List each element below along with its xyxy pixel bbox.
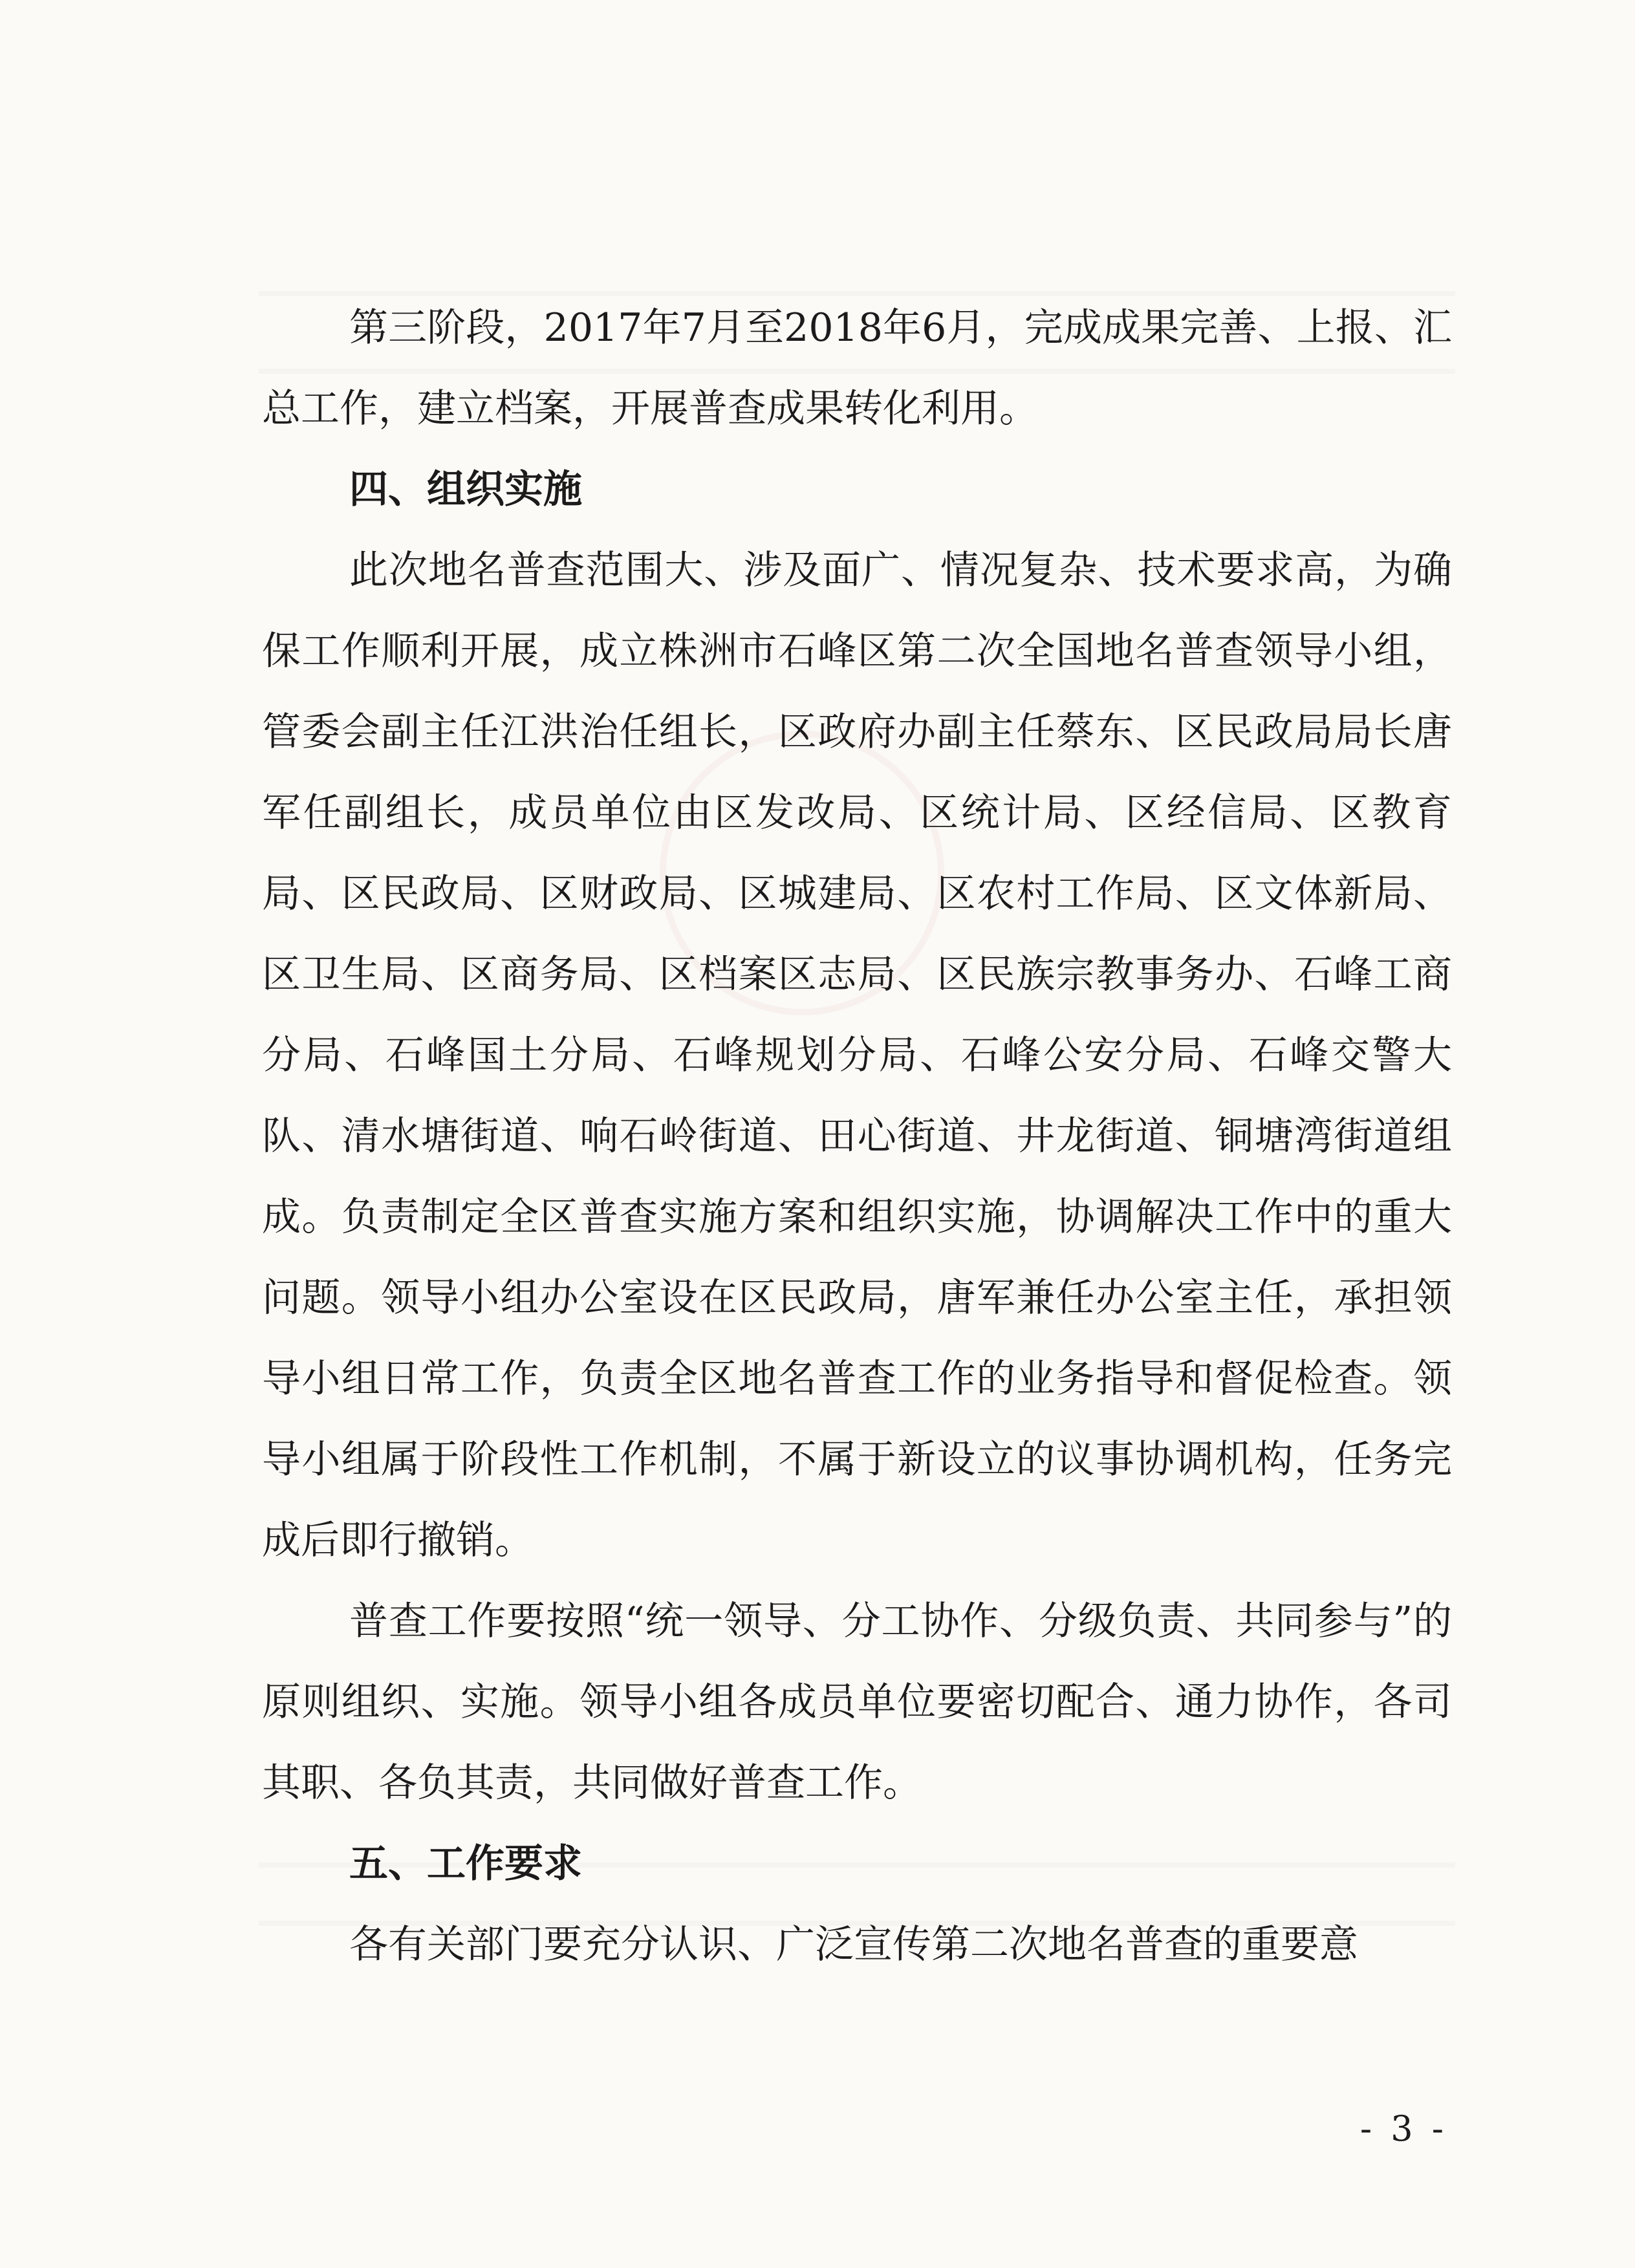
section-heading-organization: 四、组织实施 [349,467,582,512]
paragraph-stage-three: 第三阶段，2017年7月至2018年6月，完成成果完善、上报、汇总工作，建立档案，开展普查成果转化利用。 [262,305,1452,431]
paragraph-leadership-group: 此次地名普查范围大、涉及面广、情况复杂、技术要求高，为确保工作顺利开展，成立株洲市石峰区第二次全国地名普查领导小组，管委会副主任江洪治任组长，区政府办副主任蔡东、区民政局局长唐军任副组长，成员单位由区发改局、区统计局、区经信局、区教育局、区民政局、区财政局、区城建局、区农村工作局、区文体新局、区卫生局、区商务局、区档案区志局、区民族宗教事务办、石峰工商分局、石峰国土分局、石峰规划分局、石峰公安分局、石峰交警大队、清水塘街道、响石岭街道、田心街道、井龙街道、铜塘湾街道组成。负责制定全区普查实施方案和组织实施，协调解决工作中的重大问题。领导小组办公室设在区民政局，唐军兼任办公室主任，承担领导小组日常工作，负责全区地名普查工作的业务指导和督促检查。领导小组属于阶段性工作机制，不属于新设立的议事协调机构，任务完成后即行撤销。 [262,548,1452,1563]
body-text [262,288,1452,1985]
paragraph-requirements-start: 各有关部门要充分认识、广泛宣传第二次地名普查的重要意 [349,1922,1358,1967]
page-number: - 3 - [1359,2108,1447,2149]
section-heading-requirements: 五、工作要求 [349,1841,582,1886]
paragraph-principles: 普查工作要按照“统一领导、分工协作、分级负责、共同参与”的原则组织、实施。领导小组各成员单位要密切配合、通力协作，各司其职、各负其责，共同做好普查工作。 [262,1599,1452,1806]
